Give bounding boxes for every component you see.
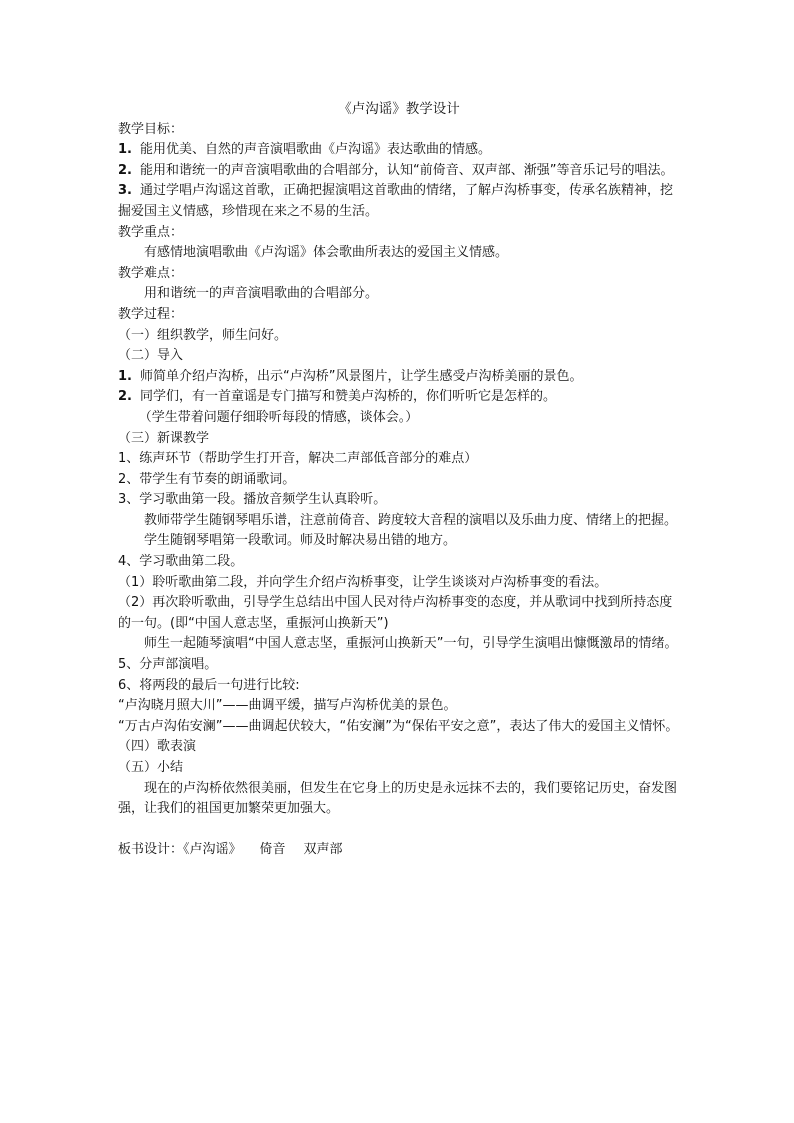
difficulty-heading: 教学难点： (118, 265, 184, 281)
goal-item: 3. 通过学唱卢沟谣这首歌，正确把握演唱这首歌曲的情绪，了解卢沟桥事变，传承名族精神，挖掘爱国主义情感，珍惜现在来之不易的生活。 (118, 183, 674, 219)
board-item-1: 倚音 (259, 842, 286, 858)
step-6: 6、将两段的最后一句进行比较: (118, 677, 300, 693)
step-4-detail-a: （1）聆听歌曲第二段，并向学生介绍卢沟桥事变，让学生谈谈对卢沟桥事变的看法。 (118, 574, 608, 590)
goal-item: 1. 能用优美、自然的声音演唱歌曲《卢沟谣》表达歌曲的情感。 (118, 142, 492, 158)
intro-note: （学生带着问题仔细聆听每段的情感，谈体会。） (138, 409, 419, 425)
section-5: （五）小结 (118, 760, 184, 775)
spacer (118, 820, 680, 841)
key-point-text: 有感情地演唱歌曲《卢沟谣》体会歌曲所表达的爱国主义情感。 (144, 245, 509, 261)
board-design (118, 840, 680, 861)
goal-item: 2. 能用和谐统一的声音演唱歌曲的合唱部分，认知“前倚音、双声部、渐强”等音乐记号的唱法。 (118, 162, 674, 178)
section-4: （四）歌表演 (118, 739, 197, 755)
step-3-detail-a: 教师带学生随钢琴唱乐谱，注意前倚音、跨度较大音程的演唱以及乐曲力度、情绪上的把握。 (144, 512, 678, 528)
goals-heading: 教学目标： (118, 121, 184, 137)
section-3: （三）新课教学 (118, 430, 210, 446)
intro-item: 1. 师简单介绍卢沟桥，出示“卢沟桥”风景图片，让学生感受卢沟桥美丽的景色。 (118, 368, 583, 384)
step-2: 2、带学生有节奏的朗诵歌词。 (118, 471, 296, 487)
step-1: 1、练声环节（帮助学生打开音，解决二声部低音部分的难点） (118, 451, 478, 467)
board-item-2: 双声部 (303, 842, 343, 858)
board-label: 板书设计：《卢沟谣》 (118, 842, 242, 858)
step-3-detail-b: 学生随钢琴唱第一段歌词。师及时解决易出错的地方。 (144, 533, 457, 549)
key-point-heading: 教学重点： (118, 224, 184, 240)
document-title: 《卢沟谣》教学设计 (338, 101, 460, 117)
step-4-detail-b: （2）再次聆听歌曲，引导学生总结出中国人民对待卢沟桥事变的态度，并从歌词中找到所持态度的一句。(即“中国人意志坚，重振河山换新天”) (118, 595, 673, 631)
step-4-detail-c: 师生一起随琴演唱“中国人意志坚，重振河山换新天”一句，引导学生演唱出慷慨激昂的情绪。 (144, 636, 678, 652)
step-3: 3、学习歌曲第一段。播放音频学生认真聆听。 (118, 492, 387, 508)
document-body (118, 99, 680, 861)
summary-text: 现在的卢沟桥依然很美丽，但发生在它身上的历史是永远抹不去的，我们要铭记历史，奋发图强，让我们的祖国更加繁荣更加强大。 (118, 780, 678, 817)
step-6-compare-b: “万古卢沟佑安澜”——曲调起伏较大，“佑安澜”为“保佑平安之意”，表达了伟大的爱国主义情怀。 (118, 718, 679, 734)
step-5: 5、分声部演唱。 (118, 657, 218, 673)
step-4: 4、学习歌曲第二段。 (118, 554, 244, 570)
section-2: （二）导入 (118, 348, 184, 364)
intro-item: 2. 同学们，有一首童谣是专门描写和赞美卢沟桥的，你们听听它是怎样的。 (118, 389, 557, 405)
difficulty-text: 用和谐统一的声音演唱歌曲的合唱部分。 (144, 286, 379, 302)
process-heading: 教学过程： (118, 306, 184, 322)
section-1: （一）组织教学，师生问好。 (118, 327, 288, 343)
step-6-compare-a: “卢沟晓月照大川”——曲调平缓，描写卢沟桥优美的景色。 (118, 698, 457, 714)
